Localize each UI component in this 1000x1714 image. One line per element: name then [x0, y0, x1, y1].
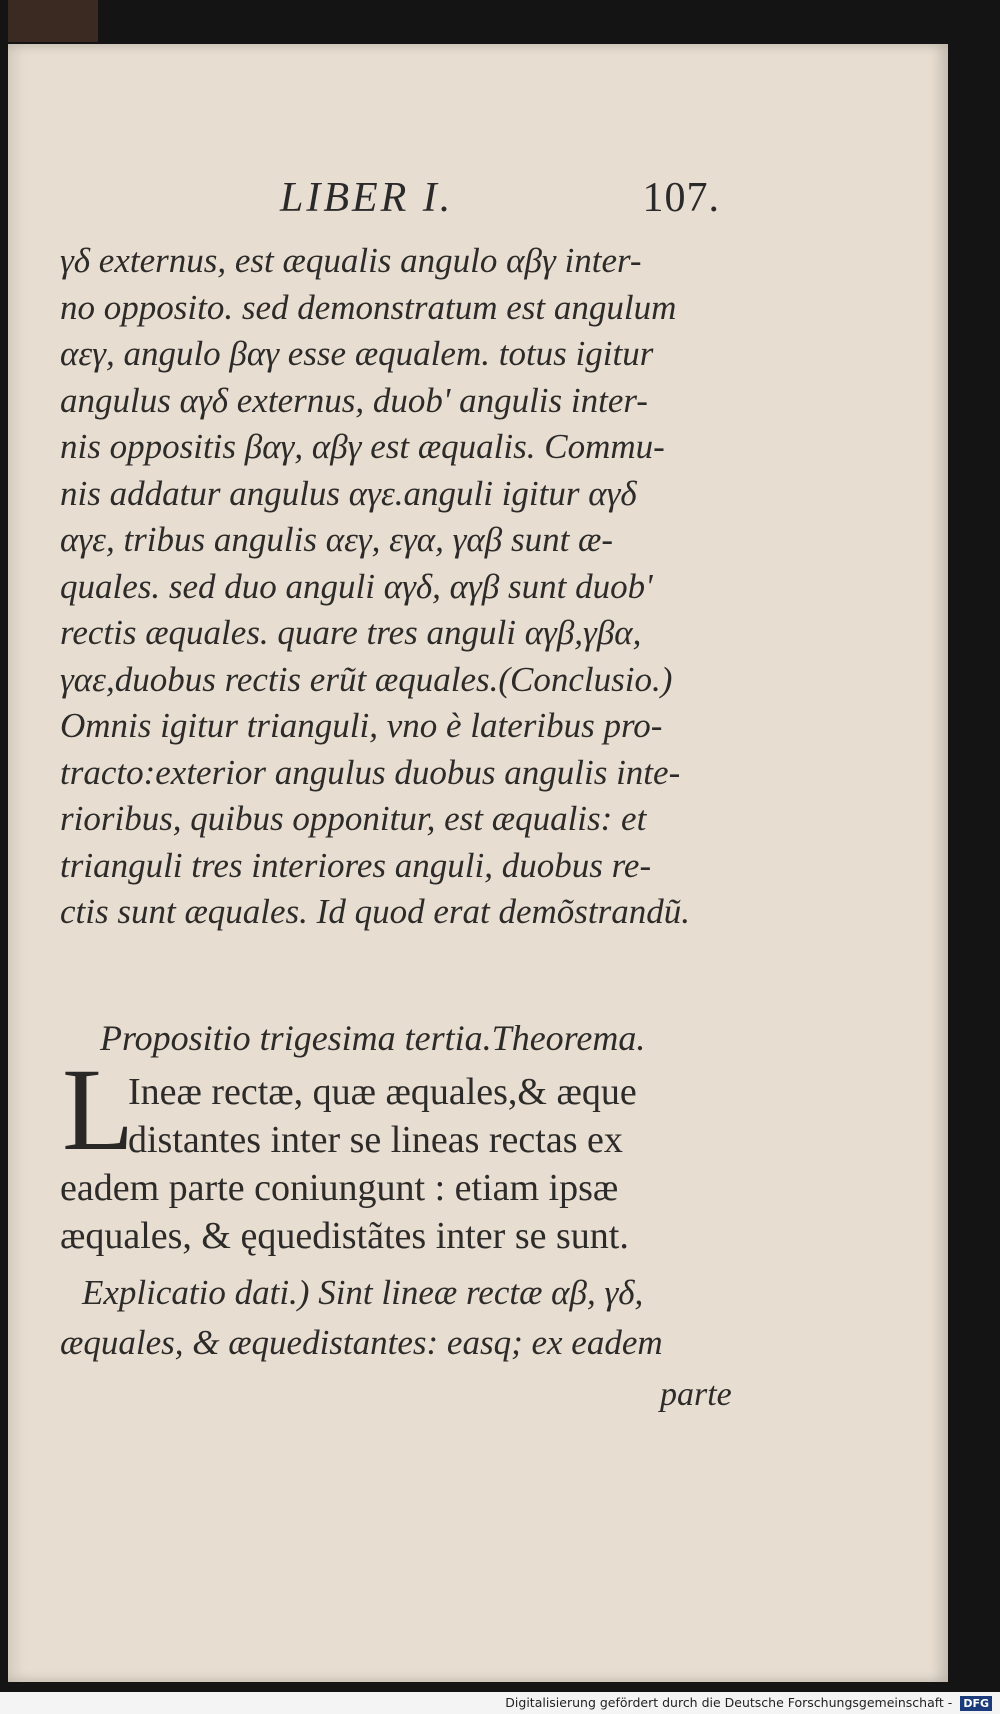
text-line: γδ externus, est æqualis angulo αβγ inter- [60, 241, 642, 280]
proof-text [60, 238, 760, 936]
text-line: eadem parte coniungunt : etiam ipsæ [60, 1167, 619, 1209]
binding-edge [8, 0, 98, 42]
dfg-logo: DFG [960, 1696, 992, 1711]
catchword: parte [660, 1376, 732, 1413]
text-line: γαε,duobus rectis erũt æquales.(Conclusio.) [60, 659, 673, 699]
drop-cap-initial: L [62, 1044, 135, 1175]
text-line: αεγ, angulo βαγ esse æqualem. totus igitur [60, 334, 654, 373]
text-line: nis oppositis βαγ, αβγ est æqualis. Commu- [60, 427, 665, 466]
digitization-credit [505, 1695, 992, 1711]
text-line: quales. sed duo anguli αγδ, αγβ sunt duob' [60, 566, 653, 606]
text-line: αγε, tribus angulis αεγ, εγα, γαβ sunt æ- [60, 520, 614, 559]
page-number: 107. [642, 175, 720, 221]
running-head-title: LIBER I. [280, 175, 454, 221]
text-line: rectis æquales. quare tres anguli αγβ,γβα, [60, 613, 642, 652]
text-line: ctis sunt æquales. Id quod erat demõstrandũ. [60, 892, 690, 931]
text-line: Explicatio dati.) Sint lineæ rectæ αβ, γδ, [82, 1273, 644, 1312]
text-line: tracto:exterior angulus duobus angulis inte- [60, 752, 681, 792]
proposition-enunciation [60, 1068, 760, 1260]
text-line: rioribus, quibus opponitur, est æqualis: et [60, 799, 647, 838]
text-line: nis addatur angulus αγε.anguli igitur αγδ [60, 473, 637, 513]
text-line: Omnis igitur trianguli, vno è lateribus pro- [60, 706, 663, 745]
running-head [270, 174, 730, 224]
text-line: æquales, & ęquedistãtes inter se sunt. [60, 1215, 629, 1257]
proposition-heading: Propositio trigesima tertia.Theorema. [100, 1018, 646, 1058]
text-line: angulus αγδ externus, duob' angulis inter- [60, 380, 648, 420]
text-line: distantes inter se lineas rectas ex [128, 1119, 623, 1161]
text-line: no opposito. sed demonstratum est angulum [60, 287, 677, 327]
text-line: trianguli tres interiores anguli, duobus re- [60, 845, 652, 885]
text-line: æquales, & æquedistantes: easq; ex eadem [60, 1323, 663, 1362]
explicatio-text [60, 1268, 760, 1368]
text-line: Ineæ rectæ, quæ æquales,& æque [128, 1071, 637, 1113]
credit-text: Digitalisierung gefördert durch die Deutsche Forschungsgemeinschaft - [505, 1695, 953, 1710]
